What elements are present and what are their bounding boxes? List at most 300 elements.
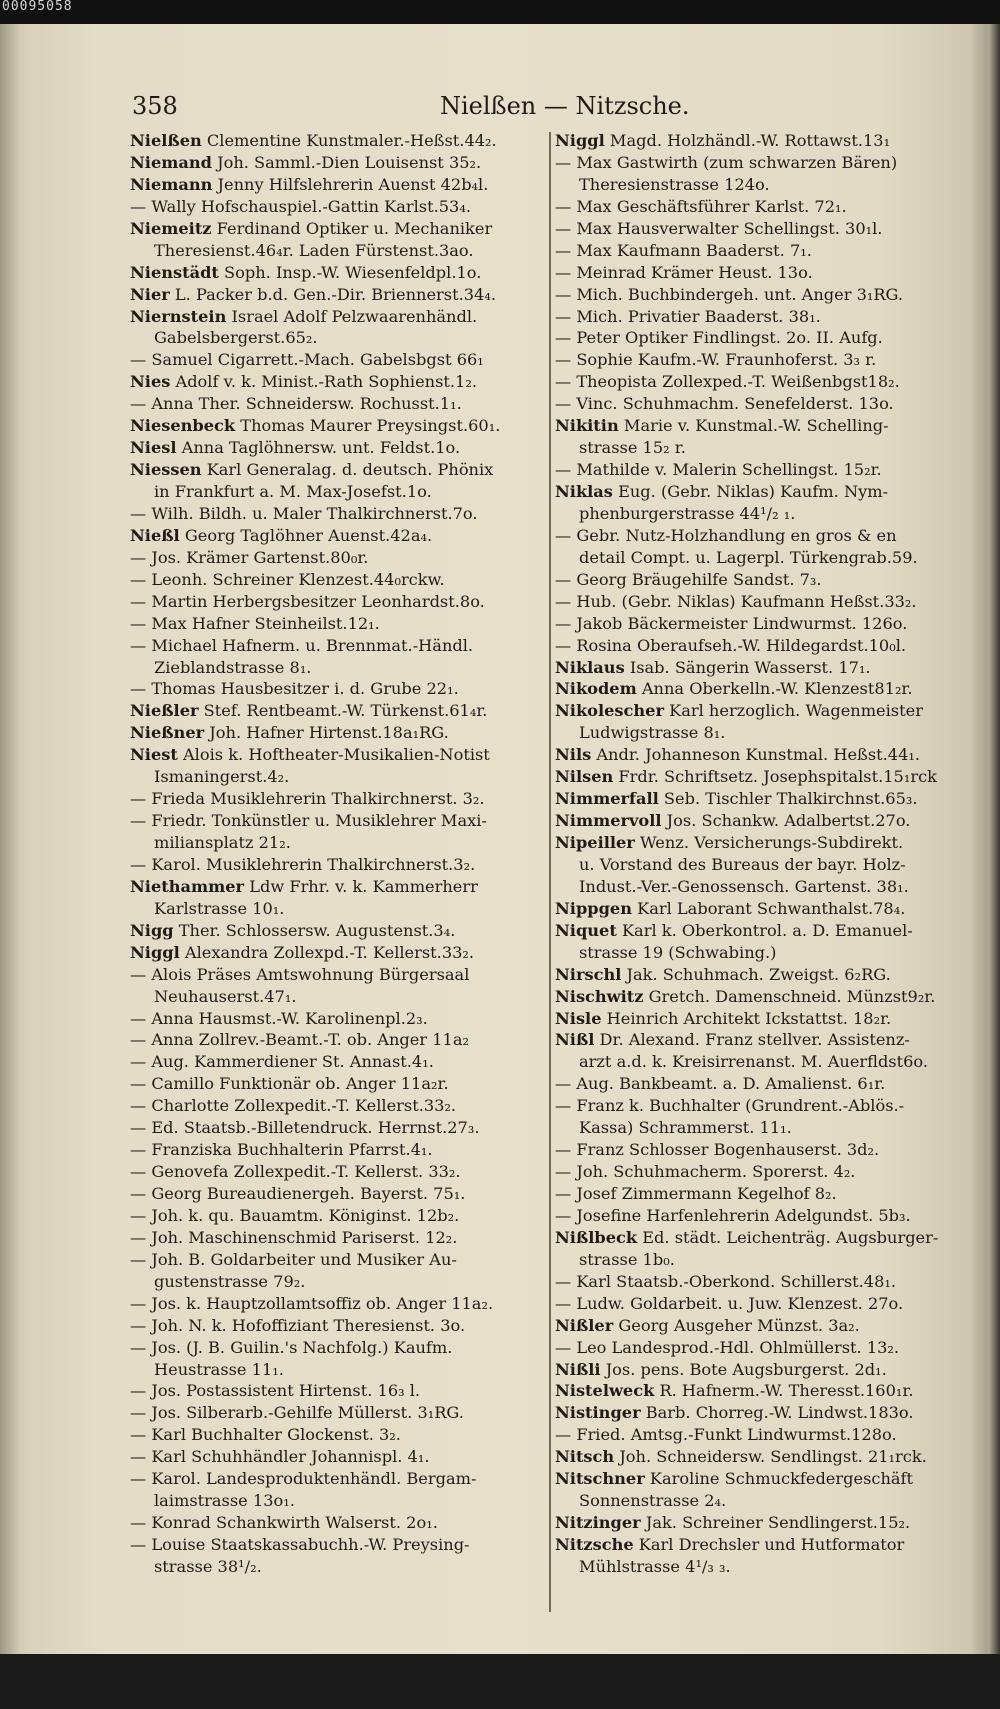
surname: Nitzinger xyxy=(555,1513,641,1533)
entry-details: strasse 1b₀. xyxy=(579,1249,675,1269)
directory-entry-line xyxy=(555,964,975,986)
entry-details: Seb. Tischler Thalkirchnst.65₃. xyxy=(658,789,918,809)
entry-details: — Karl Staatsb.-Oberkond. Schillerst.48₁. xyxy=(555,1271,897,1291)
entry-details: — Ed. Staatsb.-Billetendruck. Herrnst.27₃. xyxy=(130,1118,480,1138)
surname: Niesl xyxy=(130,438,177,458)
entry-details: — Franziska Buchhalterin Pfarrst.4₁. xyxy=(130,1140,433,1160)
directory-entry-line xyxy=(130,1139,548,1161)
surname: Nistinger xyxy=(555,1403,641,1423)
directory-entry-line xyxy=(555,744,975,766)
right-column xyxy=(555,130,975,1610)
directory-entry-line xyxy=(130,1117,548,1139)
directory-entry-line xyxy=(555,284,975,306)
entry-details: gustenstrasse 79₂. xyxy=(154,1271,306,1291)
directory-entry-line xyxy=(555,415,975,437)
entry-details: — Leonh. Schreiner Klenzest.44₀rckw. xyxy=(130,569,445,589)
directory-entry-line xyxy=(555,1490,975,1512)
surname: Nienstädt xyxy=(130,262,219,282)
directory-entry-line xyxy=(130,437,548,459)
directory-entry-line xyxy=(555,854,975,876)
directory-entry-line xyxy=(130,1205,548,1227)
entry-details: Jenny Hilfslehrerin Auenst 42b₄l. xyxy=(212,174,489,194)
entry-details: — Frieda Musiklehrerin Thalkirchnerst. 3₂. xyxy=(130,789,485,809)
directory-entry-line xyxy=(130,898,548,920)
directory-entry-line xyxy=(555,218,975,240)
directory-entry-line xyxy=(130,459,548,481)
directory-entry-line xyxy=(555,569,975,591)
entry-details: Karlstrasse 10₁. xyxy=(154,898,285,918)
directory-entry-line xyxy=(130,174,548,196)
entry-details: — Joh. N. k. Hofoffiziant Theresienst. 3o. xyxy=(130,1315,466,1335)
directory-entry-line xyxy=(555,1359,975,1381)
surname: Nießler xyxy=(130,701,199,721)
directory-entry-line xyxy=(555,722,975,744)
directory-entry-line xyxy=(555,1073,975,1095)
directory-entry-line xyxy=(555,1293,975,1315)
entry-details: — Franz k. Buchhalter (Grundrent.-Ablös.- xyxy=(555,1096,905,1116)
entry-details: — Vinc. Schuhmachm. Senefelderst. 13o. xyxy=(555,394,894,414)
left-column xyxy=(130,130,548,1610)
directory-entry-line xyxy=(555,876,975,898)
directory-entry-line xyxy=(130,1271,548,1293)
directory-entry-line xyxy=(555,1424,975,1446)
directory-entry-line xyxy=(130,591,548,613)
entry-details: — Gebr. Nutz-Holzhandlung en gros & en xyxy=(555,525,897,545)
entry-details: — Max Geschäftsführer Karlst. 72₁. xyxy=(555,196,847,216)
directory-entry-line xyxy=(130,1227,548,1249)
entry-details: — Max Kaufmann Baaderst. 7₁. xyxy=(555,240,812,260)
entry-details: — Hub. (Gebr. Niklas) Kaufmann Heßst.33₂. xyxy=(555,591,917,611)
directory-entry-line xyxy=(555,306,975,328)
entry-details: Heustrasse 11₁. xyxy=(154,1359,284,1379)
entry-details: — Fried. Amtsg.-Funkt Lindwurmst.128o. xyxy=(555,1425,897,1445)
entry-details: — Camillo Funktionär ob. Anger 11a₂r. xyxy=(130,1074,449,1094)
entry-details: — Mich. Privatier Baaderst. 38₁. xyxy=(555,306,821,326)
directory-entry-line xyxy=(130,284,548,306)
entry-details: — Ludw. Goldarbeit. u. Juw. Klenzest. 27o. xyxy=(555,1293,904,1313)
entry-details: Theresienstrasse 124o. xyxy=(579,174,770,194)
entry-details: — Anna Hausmst.-W. Karolinenpl.2₃. xyxy=(130,1008,428,1028)
directory-entry-line xyxy=(130,788,548,810)
entry-details: Indust.-Ver.-Genossensch. Gartenst. 38₁. xyxy=(579,876,909,896)
directory-entry-line xyxy=(555,240,975,262)
directory-entry-line xyxy=(555,1534,975,1556)
surname: Niemann xyxy=(130,174,213,194)
directory-entry-line xyxy=(130,832,548,854)
directory-entry-line xyxy=(130,130,548,152)
surname: Nikolescher xyxy=(555,701,664,721)
directory-entry-line xyxy=(130,876,548,898)
entry-details: Israel Adolf Pelzwaarenhändl. xyxy=(226,306,478,326)
entry-details: Georg Taglöhner Auenst.42a₄. xyxy=(179,525,433,545)
entry-details: Soph. Insp.-W. Wiesenfeldpl.1o. xyxy=(218,262,482,282)
entry-details: — Mich. Buchbindergeh. unt. Anger 3₁RG. xyxy=(555,284,904,304)
entry-details: Wenz. Versicherungs-Subdirekt. xyxy=(634,833,904,852)
entry-details: — Jakob Bäckermeister Lindwurmst. 126o. xyxy=(555,613,908,633)
entry-details: — Wally Hofschauspiel.-Gattin Karlst.53₄. xyxy=(130,196,471,216)
directory-entry-line xyxy=(130,1051,548,1073)
directory-entry-line xyxy=(555,1271,975,1293)
surname: Niessen xyxy=(130,460,202,480)
surname: Nischwitz xyxy=(555,986,644,1006)
entry-details: — Max Hausverwalter Schellingst. 30₁l. xyxy=(555,218,883,238)
directory-entry-line xyxy=(555,613,975,635)
directory-entry-line xyxy=(555,196,975,218)
directory-entry-line xyxy=(130,1073,548,1095)
directory-entry-line xyxy=(555,481,975,503)
directory-entry-line xyxy=(555,1161,975,1183)
entry-details: Anna Oberkelln.-W. Klenzest81₂r. xyxy=(636,679,913,699)
entry-details: Theresienst.46₄r. Laden Fürstenst.3ao. xyxy=(154,240,474,260)
surname: Nitzsche xyxy=(555,1535,634,1554)
entry-details: Ismaningerst.4₂. xyxy=(154,767,290,787)
surname: Niklaus xyxy=(555,657,625,677)
directory-entry-line xyxy=(555,1051,975,1073)
directory-entry-line xyxy=(555,1117,975,1139)
surname: Nißler xyxy=(555,1315,614,1335)
surname: Nitschner xyxy=(555,1469,645,1489)
directory-entry-line xyxy=(555,591,975,613)
entry-details: — Karl Buchhalter Glockenst. 3₂. xyxy=(130,1425,401,1445)
directory-entry-line xyxy=(555,459,975,481)
directory-entry-line xyxy=(130,1095,548,1117)
directory-entry-line xyxy=(555,920,975,942)
directory-entry-line xyxy=(555,1337,975,1359)
directory-entry-line xyxy=(555,986,975,1008)
directory-entry-line xyxy=(555,898,975,920)
entry-details: — Aug. Bankbeamt. a. D. Amalienst. 6₁r. xyxy=(555,1074,886,1094)
directory-entry-line xyxy=(555,1402,975,1424)
entry-details: Karoline Schmuckfedergeschäft xyxy=(644,1469,914,1489)
entry-details: Joh. Hafner Hirtenst.18a₁RG. xyxy=(204,723,449,743)
surname: Nießl xyxy=(130,525,180,545)
directory-entry-line xyxy=(130,1337,548,1359)
directory-entry-line xyxy=(130,1380,548,1402)
directory-entry-line xyxy=(555,678,975,700)
entry-details: R. Hafnerm.-W. Theresst.160₁r. xyxy=(654,1381,914,1401)
surname: Nistelweck xyxy=(555,1381,655,1401)
surname: Nikodem xyxy=(555,679,637,699)
entry-details: — Jos. (J. B. Guilin.'s Nachfolg.) Kaufm. xyxy=(130,1337,453,1357)
surname: Nipeiller xyxy=(555,833,635,852)
entry-details: Joh. Schneidersw. Sendlingst. 21₁rck. xyxy=(614,1447,927,1467)
running-title: Nielßen — Nitzsche. xyxy=(440,92,690,120)
surname: Nimmerfall xyxy=(555,789,659,809)
surname: Niesenbeck xyxy=(130,416,236,436)
directory-entry-line xyxy=(130,196,548,218)
entry-details: Heinrich Architekt Ickstattst. 18₂r. xyxy=(601,1008,892,1028)
directory-entry-line xyxy=(555,130,975,152)
entry-details: Andr. Johanneson Kunstmal. Heßst.44₁. xyxy=(591,745,921,765)
surname: Niernstein xyxy=(130,306,227,326)
entry-details: — Louise Staatskassabuchh.-W. Preysing- xyxy=(130,1535,470,1554)
entry-details: Karl Drechsler und Hutformator xyxy=(633,1535,905,1554)
entry-details: Ed. städt. Leichenträg. Augsburger- xyxy=(637,1227,939,1247)
surname: Niklas xyxy=(555,482,613,501)
entry-details: — Charlotte Zollexpedit.-T. Kellerst.33₂. xyxy=(130,1096,457,1116)
directory-entry-line xyxy=(555,1008,975,1030)
directory-entry-line xyxy=(130,678,548,700)
entry-details: arzt a.d. k. Kreisirrenanst. M. Auerfldst6o. xyxy=(579,1052,929,1072)
entry-details: Jos. pens. Bote Augsburgerst. 2d₁. xyxy=(600,1359,887,1379)
directory-entry-line xyxy=(555,262,975,284)
entry-details: Kassa) Schrammerst. 11₁. xyxy=(579,1118,792,1138)
entry-details: Neuhauserst.47₁. xyxy=(154,986,297,1006)
entry-details: — Joh. Maschinenschmid Pariserst. 12₂. xyxy=(130,1227,458,1247)
directory-entry-line xyxy=(130,349,548,371)
entry-details: — Jos. Postassistent Hirtenst. 16₃ l. xyxy=(130,1381,421,1401)
directory-entry-line xyxy=(130,854,548,876)
entry-details: Barb. Chorreg.-W. Lindwst.183o. xyxy=(640,1403,914,1423)
directory-entry-line xyxy=(130,635,548,657)
surname: Nirschl xyxy=(555,964,622,984)
surname: Niggl xyxy=(130,942,180,962)
directory-entry-line xyxy=(130,503,548,525)
directory-entry-line xyxy=(130,964,548,986)
entry-details: — Martin Herbergsbesitzer Leonhardst.8o. xyxy=(130,591,485,611)
entry-details: Karl k. Oberkontrol. a. D. Emanuel- xyxy=(616,920,913,940)
page-edge-shadow xyxy=(988,24,1000,1654)
column-divider xyxy=(549,132,551,1612)
directory-entry-line xyxy=(130,722,548,744)
entry-details: Gretch. Damenschneid. Münzst9₂r. xyxy=(643,986,936,1006)
entry-details: Adolf v. k. Minist.-Rath Sophienst.1₂. xyxy=(170,372,477,392)
entry-details: Joh. Samml.-Dien Louisenst 35₂. xyxy=(211,152,482,172)
directory-entry-line xyxy=(130,1029,548,1051)
entry-details: — Konrad Schankwirth Walserst. 2o₁. xyxy=(130,1513,438,1533)
directory-entry-line xyxy=(130,481,548,503)
entry-details: Ferdinand Optiker u. Mechaniker xyxy=(211,218,493,238)
directory-entry-line xyxy=(555,1468,975,1490)
entry-details: — Anna Zollrev.-Beamt.-T. ob. Anger 11a₂ xyxy=(130,1030,469,1050)
directory-entry-line xyxy=(555,437,975,459)
scan-id: 00095058 xyxy=(2,0,73,14)
entry-details: Jak. Schreiner Sendlingerst.15₂. xyxy=(640,1513,911,1533)
directory-entry-line xyxy=(555,349,975,371)
entry-details: phenburgerstrasse 44¹/₂ ₁. xyxy=(579,503,796,523)
directory-entry-line xyxy=(130,569,548,591)
entry-details: — Joh. k. qu. Bauamtm. Königinst. 12b₂. xyxy=(130,1205,460,1225)
directory-entry-line xyxy=(130,218,548,240)
surname: Niemand xyxy=(130,152,212,172)
directory-entry-line xyxy=(130,1183,548,1205)
directory-entry-line xyxy=(555,327,975,349)
entry-details: Clementine Kunstmaler.-Heßst.44₂. xyxy=(201,131,497,150)
directory-entry-line xyxy=(130,1402,548,1424)
directory-entry-line xyxy=(555,1183,975,1205)
entry-details: — Karol. Landesproduktenhändl. Bergam- xyxy=(130,1469,477,1489)
directory-entry-line xyxy=(130,306,548,328)
entry-details: Eug. (Gebr. Niklas) Kaufm. Nym- xyxy=(612,482,889,501)
page-header xyxy=(0,92,1000,128)
entry-details: — Samuel Cigarrett.-Mach. Gabelsbgst 66₁ xyxy=(130,350,484,370)
directory-entry-line xyxy=(555,1380,975,1402)
surname: Nisle xyxy=(555,1008,602,1028)
entry-details: — Jos. k. Hauptzollamtsoffiz ob. Anger 11a₂. xyxy=(130,1293,494,1313)
directory-entry-line xyxy=(555,525,975,547)
directory-entry-line xyxy=(555,393,975,415)
entry-details: Alexandra Zollexpd.-T. Kellerst.33₂. xyxy=(179,942,475,962)
directory-entry-line xyxy=(555,1315,975,1337)
directory-entry-line xyxy=(130,1490,548,1512)
surname: Nilsen xyxy=(555,767,614,787)
entry-details: Marie v. Kunstmal.-W. Schelling- xyxy=(618,416,889,436)
directory-entry-line xyxy=(555,1205,975,1227)
entry-details: L. Packer b.d. Gen.-Dir. Briennerst.34₄. xyxy=(169,284,496,304)
surname: Nikitin xyxy=(555,416,619,436)
surname: Nies xyxy=(130,372,171,392)
entry-details: Thomas Maurer Preysingst.60₁. xyxy=(235,416,501,436)
directory-entry-line xyxy=(555,1029,975,1051)
entry-details: Frdr. Schriftsetz. Josephspitalst.15₁rck xyxy=(613,767,937,787)
directory-entry-line xyxy=(130,262,548,284)
directory-entry-line xyxy=(555,547,975,569)
entry-details: — Josefine Harfenlehrerin Adelgundst. 5b₃. xyxy=(555,1205,911,1225)
entry-details: — Aug. Kammerdiener St. Annast.4₁. xyxy=(130,1052,434,1072)
entry-details: Jos. Schankw. Adalbertst.27o. xyxy=(661,811,911,831)
entry-details: strasse 15₂ r. xyxy=(579,438,686,458)
entry-details: detail Compt. u. Lagerpl. Türkengrab.59. xyxy=(579,547,918,567)
directory-entry-line xyxy=(555,1139,975,1161)
directory-entry-line xyxy=(555,788,975,810)
directory-entry-line xyxy=(130,525,548,547)
entry-details: — Thomas Hausbesitzer i. d. Grube 22₁. xyxy=(130,679,459,699)
entry-details: — Georg Bräugehilfe Sandst. 7₃. xyxy=(555,569,822,589)
entry-details: — Karl Schuhhändler Johannispl. 4₁. xyxy=(130,1447,430,1467)
surname: Nielßen xyxy=(130,131,202,150)
surname: Niquet xyxy=(555,920,617,940)
directory-entry-line xyxy=(555,700,975,722)
surname: Nießner xyxy=(130,723,205,743)
directory-entry-line xyxy=(130,1424,548,1446)
surname: Niest xyxy=(130,745,178,765)
directory-entry-line xyxy=(555,832,975,854)
directory-entry-line xyxy=(130,700,548,722)
surname: Nimmervoll xyxy=(555,811,662,831)
directory-entry-line xyxy=(130,393,548,415)
entry-details: — Franz Schlosser Bogenhauserst. 3d₂. xyxy=(555,1140,880,1160)
entry-details: Ldw Frhr. v. k. Kammerherr xyxy=(244,876,478,896)
entry-details: in Frankfurt a. M. Max-Josefst.1o. xyxy=(154,482,432,501)
entry-details: u. Vorstand des Bureaus der bayr. Holz- xyxy=(579,854,906,874)
entry-details: — Theopista Zollexped.-T. Weißenbgst18₂. xyxy=(555,372,900,392)
directory-entry-line xyxy=(130,152,548,174)
directory-entry-line xyxy=(555,657,975,679)
entry-details: Georg Ausgeher Münzst. 3a₂. xyxy=(613,1315,860,1335)
entry-details: miliansplatz 21₂. xyxy=(154,833,291,852)
directory-entry-line xyxy=(555,503,975,525)
entry-details: — Alois Präses Amtswohnung Bürgersaal xyxy=(130,964,470,984)
entry-details: Sonnenstrasse 2₄. xyxy=(579,1491,727,1511)
entry-details: — Max Hafner Steinheilst.12₁. xyxy=(130,613,380,633)
entry-details: Anna Taglöhnersw. unt. Feldst.1o. xyxy=(176,438,461,458)
entry-details: — Genovefa Zollexpedit.-T. Kellerst. 33₂. xyxy=(130,1162,461,1182)
directory-entry-line xyxy=(555,1512,975,1534)
directory-entry-line xyxy=(130,986,548,1008)
directory-entry-line xyxy=(130,657,548,679)
directory-entry-line xyxy=(130,547,548,569)
directory-entry-line xyxy=(130,1556,548,1578)
entry-details: strasse 38¹/₂. xyxy=(154,1556,262,1576)
surname: Nier xyxy=(130,284,170,304)
directory-entry-line xyxy=(555,371,975,393)
directory-entry-line xyxy=(130,240,548,262)
directory-entry-line xyxy=(130,1446,548,1468)
entry-details: — Rosina Oberaufseh.-W. Hildegardst.10₀l. xyxy=(555,635,907,655)
entry-details: — Joh. Schuhmacherm. Sporerst. 4₂. xyxy=(555,1162,856,1182)
directory-entry-line xyxy=(555,635,975,657)
directory-entry-line xyxy=(130,613,548,635)
directory-entry-line xyxy=(130,766,548,788)
entry-details: Karl Laborant Schwanthalst.78₄. xyxy=(631,898,906,918)
entry-details: — Jos. Silberarb.-Gehilfe Müllerst. 3₁RG. xyxy=(130,1403,464,1423)
directory-entry-line xyxy=(555,942,975,964)
entry-details: Ludwigstrasse 8₁. xyxy=(579,723,726,743)
page-gutter-shadow xyxy=(0,24,22,1654)
entry-details: — Joh. B. Goldarbeiter und Musiker Au- xyxy=(130,1249,457,1269)
directory-entry-line xyxy=(555,1249,975,1271)
entry-details: Jak. Schuhmach. Zweigst. 6₂RG. xyxy=(621,964,891,984)
entry-details: — Jos. Krämer Gartenst.80₀r. xyxy=(130,547,369,567)
entry-details: — Mathilde v. Malerin Schellingst. 15₂r. xyxy=(555,460,882,480)
entry-details: Isab. Sängerin Wasserst. 17₁. xyxy=(624,657,871,677)
surname: Nigg xyxy=(130,920,174,940)
surname: Nißl xyxy=(555,1030,595,1050)
entry-details: Gabelsbergerst.65₂. xyxy=(154,328,318,348)
surname: Niggl xyxy=(555,131,605,150)
entry-details: Alois k. Hoftheater-Musikalien-Notist xyxy=(177,745,490,765)
entry-details: — Michael Hafnerm. u. Brennmat.-Händl. xyxy=(130,635,474,655)
surname: Niemeitz xyxy=(130,218,212,238)
entry-details: Stef. Rentbeamt.-W. Türkenst.61₄r. xyxy=(198,701,488,721)
entry-details: Karl herzoglich. Wagenmeister xyxy=(663,701,923,721)
directory-entry-line xyxy=(130,1008,548,1030)
scan-border-bottom xyxy=(0,1654,1000,1709)
directory-entry-line xyxy=(130,1534,548,1556)
entry-details: — Josef Zimmermann Kegelhof 8₂. xyxy=(555,1184,837,1203)
directory-entry-line xyxy=(130,1359,548,1381)
entry-details: Zieblandstrasse 8₁. xyxy=(154,657,312,677)
directory-entry-line xyxy=(130,1468,548,1490)
entry-details: — Karol. Musiklehrerin Thalkirchnerst.3₂. xyxy=(130,854,476,874)
directory-entry-line xyxy=(130,1249,548,1271)
entry-details: Dr. Alexand. Franz stellver. Assistenz- xyxy=(594,1030,910,1050)
entry-details: — Leo Landesprod.-Hdl. Ohlmüllerst. 13₂. xyxy=(555,1337,900,1357)
directory-entry-line xyxy=(130,942,548,964)
surname: Nißli xyxy=(555,1359,601,1379)
directory-entry-line xyxy=(130,327,548,349)
directory-entry-line xyxy=(555,152,975,174)
directory-entry-line xyxy=(555,1227,975,1249)
page-number: 358 xyxy=(132,92,178,120)
directory-entry-line xyxy=(130,1161,548,1183)
entry-details: — Wilh. Bildh. u. Maler Thalkirchnerst.7o. xyxy=(130,503,478,523)
entry-details: — Anna Ther. Schneidersw. Rochusst.1₁. xyxy=(130,394,462,414)
entry-details: strasse 19 (Schwabing.) xyxy=(579,942,777,962)
directory-entry-line xyxy=(130,1293,548,1315)
entry-details: — Meinrad Krämer Heust. 13o. xyxy=(555,262,813,282)
entry-details: — Peter Optiker Findlingst. 2o. II. Aufg. xyxy=(555,328,883,348)
entry-details: — Friedr. Tonkünstler u. Musiklehrer Maxi- xyxy=(130,811,487,831)
entry-details: — Max Gastwirth (zum schwarzen Bären) xyxy=(555,152,898,172)
directory-entry-line xyxy=(130,920,548,942)
directory-entry-line xyxy=(555,810,975,832)
directory-entry-line xyxy=(555,174,975,196)
directory-entry-line xyxy=(130,810,548,832)
surname: Nitsch xyxy=(555,1447,615,1467)
surname: Nippgen xyxy=(555,898,632,918)
directory-entry-line xyxy=(555,1095,975,1117)
